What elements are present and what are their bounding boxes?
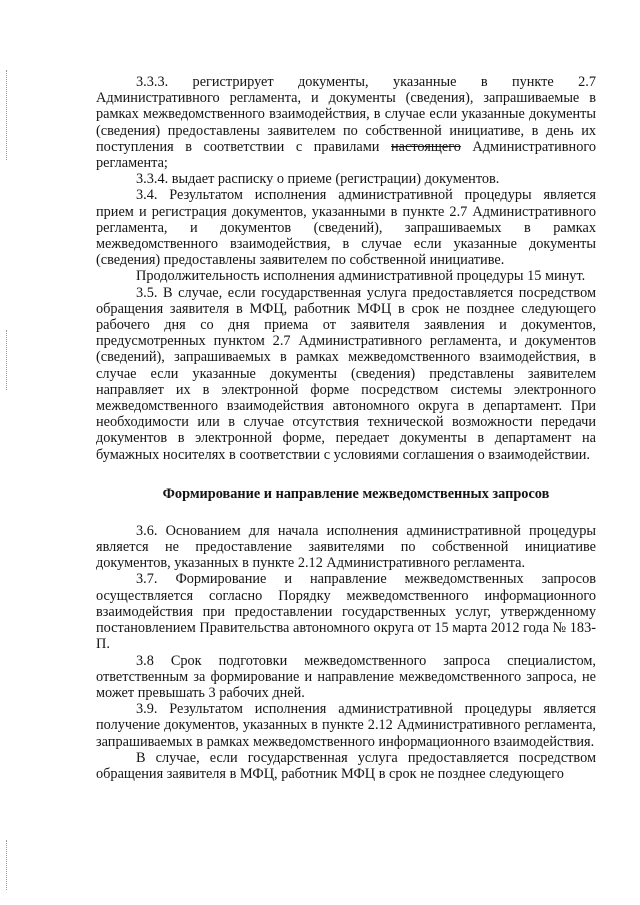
paragraph-duration: Продолжительность исполнения административной процедуры 15 минут. — [136, 268, 586, 285]
scan-margin-marks — [6, 840, 9, 890]
paragraph-3-3-3 — [96, 74, 596, 171]
paragraph-3-3-4: 3.3.4. выдает расписку о приеме (регистрации) документов. — [136, 171, 500, 188]
paragraph-3-5: 3.5. В случае, если государственная услуга предоставляется посредством обращения заявителя в МФЦ, работник МФЦ в срок не позднее следующего рабочего дня со дня приема от заявителя заявления и документов, предусмотренных пунктом 2.7 Административного регламента, и документов (сведений), запрашиваемых в рамках межведомственного взаимодействия, в случае если указанные документы (сведения) представлены заявителем направляет их в электронной форме посредством системы электронного межведомственного взаимодействия автономного округа в департамент. При необходимости или в случае отсутствия технической возможности передачи документов в электронной форме, передает документы в департамент на бумажных носителях в соответствии с условиями соглашения о взаимодействии. — [96, 284, 596, 463]
paragraph-3-8: 3.8 Срок подготовки межведомственного запроса специалистом, ответственным за формирование и направление межведомственного запроса, не может превышать 3 рабочих дней. — [96, 652, 596, 701]
paragraph-text: 3.3.3. регистрирует документы, указанные в пункте 2.7 Административного регламента, и документы (сведения), запрашиваемые в рамках межведомственного взаимодействия, в случае если указанные документы (сведения) предоставлены заявителем по собственной инициативе, в день их поступления в соответствии с правилами — [96, 74, 596, 155]
paragraph-3-9: 3.9. Результатом исполнения административной процедуры является получение документов, указанных в пункте 2.12 Административного регламента, запрашиваемых в рамках межведомственного информационного взаимодействия. — [96, 701, 596, 750]
scan-margin-marks — [6, 330, 9, 390]
scan-margin-marks — [6, 70, 9, 160]
paragraph-3-4: 3.4. Результатом исполнения административной процедуры является прием и регистрация документов, указанными в пункте 2.7 Административного регламента, и документов (сведений), запрашиваемых в рамках межведомственного взаимодействия, в случае если указанные документы (сведения) предоставлены заявителем по собственной инициативе. — [96, 187, 596, 269]
paragraph-text: Административного регламента; — [96, 138, 597, 172]
struck-word: настоящего — [391, 138, 461, 155]
section-heading: Формирование и направление межведомственных запросов — [162, 485, 550, 502]
paragraph-3-7: 3.7. Формирование и направление межведомственных запросов осуществляется согласно Порядку межведомственного информационного взаимодействия при предоставлении государственных услуг, утвержденному постановлением Правительства автономного округа от 15 марта 2012 года № 183-П. — [96, 571, 596, 653]
paragraph-mfc: В случае, если государственная услуга предоставляется посредством обращения заявителя в МФЦ, работник МФЦ в срок не позднее следующего — [96, 749, 596, 782]
paragraph-3-6: 3.6. Основанием для начала исполнения административной процедуры является не предоставление заявителями по собственной инициативе документов, указанных в пункте 2.12 Административного регламента. — [96, 522, 596, 572]
